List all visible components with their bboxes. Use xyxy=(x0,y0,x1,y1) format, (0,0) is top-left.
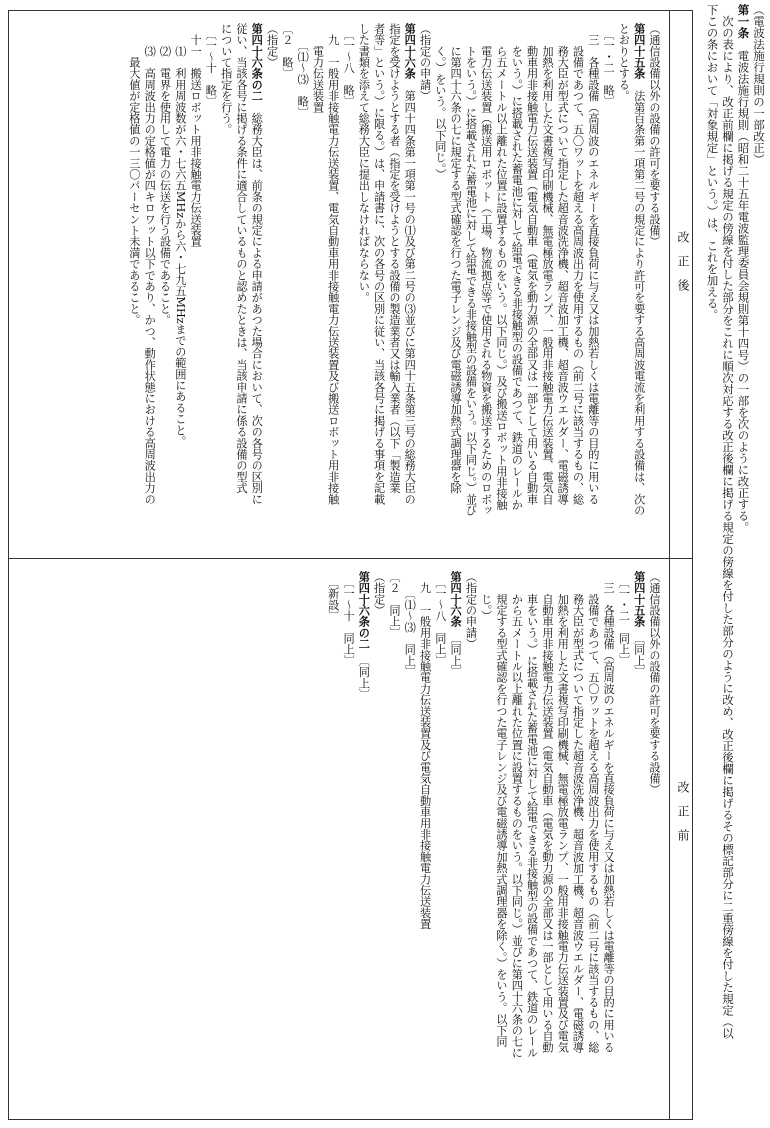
after-line: 〔一～十 略〕 xyxy=(204,23,218,107)
after-line: 〔２ 略〕 xyxy=(280,23,294,79)
after-line: 三 各種設備（高周波のエネルギーを直接負荷に与え又は加熱若しくは電離等の目的に用いる xyxy=(586,23,600,505)
before-line: 三 各種設備（高周波のエネルギーを直接負荷に与え又は加熱若しくは電離等の目的に用いる xyxy=(602,571,616,1053)
after-line: 第四十六条の二 総務大臣は、前条の規定による申請があつた場合において、次の各号の区別に xyxy=(250,23,264,505)
after-line: 電力伝送装置（搬送用ロボット（工場、物流拠点等で使用される物資を搬送するためのロボッ xyxy=(479,23,493,516)
before-line: 車をいう。）に搭載された蓄電池に対して給電できる非接触型の設備であつて、鉄道のレール xyxy=(525,571,539,1059)
preamble-line: 下この条において「対象規定」という。）は、これを加える。 xyxy=(705,4,720,321)
preamble-line: 次の表により、改正前欄に掲げる規定の傍線を付した部分をこれに順次対応する改正後欄に掲げる規定の傍線を付した部分のように改め、改正後欄に掲げるその標記部分に二重傍線を付した規定（以 xyxy=(721,4,735,1039)
after-line: 指定を受けようとする者（指定を受けようとする設備の製造業者又は輸入業者（以下「製造業 xyxy=(387,23,401,494)
before-line: 自動車用非接触電力伝送装置（電気自動車（電気を動力源の全部又は一部として用いる自動 xyxy=(540,571,554,1053)
after-line: （指定の申請） xyxy=(418,23,432,102)
before-line: 規定する型式確認を行つた電子レンジ及び電磁誘導加熱式調理器を除く。）をいう。以下同 xyxy=(495,571,509,1047)
after-line: した書類を添えて総務大臣に提出しなければならない。 xyxy=(357,23,371,303)
after-line: く。）をいう。以下同じ。） xyxy=(433,23,447,180)
before-line: （指定） xyxy=(372,571,386,616)
after-line: ⑶ 高周波出力の定格値が四キロワット以下であり、かつ、動作状態における高周波出力の xyxy=(143,23,157,505)
preamble-line: 第一条 電波法施行規則（昭和二十五年電波監理委員会規則第十四号）の一部を次のように改正する。 xyxy=(736,4,751,533)
after-line: に第四十六条の七に規定する型式確認を行つた電子レンジ及び電磁誘導加熱式調理器を除 xyxy=(449,23,463,494)
after-line: 者等」という。）に限る。）は、申請書に、次の各号の区別に従い、当該各号に掲げる事項を記載 xyxy=(372,23,386,505)
after-line: トをいう。）に搭載された蓄電池に対して給電できる非接触型の設備をいう。以下同じ。）並び xyxy=(464,23,478,516)
header-after: 改 正 後 xyxy=(676,231,690,291)
after-line: 第四十六条 第四十四条第一項第一号の⑴及び第二号の⑶並びに第四十五条第三号の総務大臣の xyxy=(403,23,417,505)
before-line: 第四十六条の二 〔同上〕 xyxy=(357,571,371,700)
before-line: 〔一～十 同上〕 xyxy=(342,571,356,667)
after-line: 電力伝送装置 xyxy=(311,23,325,113)
before-line: （通信設備以外の設備の許可を要する設備） xyxy=(648,571,661,795)
after-line: ⑴ 利用周波数が六・七六五MHzから六・七九五MHzまでの範囲にあること。 xyxy=(173,23,187,447)
after-line: 〔一・二 略〕 xyxy=(602,23,616,107)
after-line: 従い、当該各号に掲げる条件に適合しているものと認めたときは、当該申請に係る設備の型式 xyxy=(234,23,248,494)
before-line: 〔一・二 同上〕 xyxy=(617,571,631,667)
after-line: ⑵ 電界を使用して電力の伝送を行う設備であること。 xyxy=(158,23,172,326)
before-line: （指定の申請） xyxy=(464,571,478,650)
after-line: （指定） xyxy=(265,23,279,68)
after-line: とおりとする。 xyxy=(617,23,631,102)
header-before: 改 正 前 xyxy=(676,781,690,841)
before-line: 加熱を利用した文書複写印刷機械、無電極放電ランプ、一般用非接触電力伝送装置及び電気 xyxy=(556,571,570,1053)
before-line: 務大臣が型式について指定した超音波洗浄機、超音波加工機、超音波ウエルダー、電磁誘導 xyxy=(571,571,585,1053)
after-line: ら五メートル以上離れた位置に設置するものをいう。以下同じ。）及び搬送ロボット用非接触 xyxy=(495,23,509,511)
before-line: 〔新設〕 xyxy=(326,571,340,622)
after-line: 十一 搬送ロボット用非接触電力伝送装置 xyxy=(189,23,203,247)
after-line: 設備であつて、五〇ワットを超える高周波出力を使用するもの（前二号に該当するもの、総 xyxy=(571,23,585,505)
after-line: 九 一般用非接触電力伝送装置、電気自動車用非接触電力伝送装置及び搬送ロボット用非接触 xyxy=(326,23,340,505)
after-line: （通信設備以外の設備の許可を要する設備） xyxy=(648,23,661,247)
after-line: について指定を行う。 xyxy=(219,23,233,135)
header-divider xyxy=(669,11,670,1119)
before-line: 九 一般用非接触電力伝送装置及び電気自動車用非接触電力伝送装置 xyxy=(418,571,432,930)
before-line: じ。） xyxy=(479,571,493,622)
before-line: 設備であつて、五〇ワットを超える高周波出力を使用するもの（前二号に該当するもの、総 xyxy=(586,571,600,1053)
preamble xyxy=(704,4,766,1122)
before-line: 第四十五条 〔同上〕 xyxy=(632,571,646,678)
after-line: 最大値が定格値の一三〇パーセント未満であること。 xyxy=(127,23,141,326)
after-line: をいう。）に搭載された蓄電池に対して給電できる非接触型の設備であつて、鉄道のレールか xyxy=(510,23,524,511)
before-column xyxy=(19,571,662,1111)
preamble-line: （電波法施行規則の一部改正） xyxy=(752,4,766,165)
before-line: 〔２ 同上〕 xyxy=(387,571,401,639)
before-line: 〔一～八 同上〕 xyxy=(433,571,447,667)
after-line: 〔一～八 略〕 xyxy=(342,23,356,107)
after-line: 務大臣が型式について指定した超音波洗浄機、超音波加工機、超音波ウエルダー、電磁誘導 xyxy=(556,23,570,505)
before-line: 第四十六条 〔同上〕 xyxy=(449,571,463,678)
after-line: 〔⑴～⑶ 略〕 xyxy=(296,23,310,119)
comparison-table xyxy=(8,10,693,1120)
after-line: 加熱を利用した文書複写印刷機械、無電極放電ランプ、一般用非接触電力伝送装置、電気自 xyxy=(540,23,554,505)
after-line: 動車用非接触電力伝送装置（電気自動車（電気を動力源の全部又は一部として用いる自動車 xyxy=(525,23,539,505)
before-line: 〔⑴～⑶ 同上〕 xyxy=(403,571,417,678)
after-line: 第四十五条 法第百条第一項第二号の規定により許可を要する高周波電流を利用する設備は、次の xyxy=(632,23,646,516)
before-line: から五メートル以上離れた位置に設置するものをいう。以下同じ。）並びに第四十六条の七に xyxy=(510,571,524,1059)
